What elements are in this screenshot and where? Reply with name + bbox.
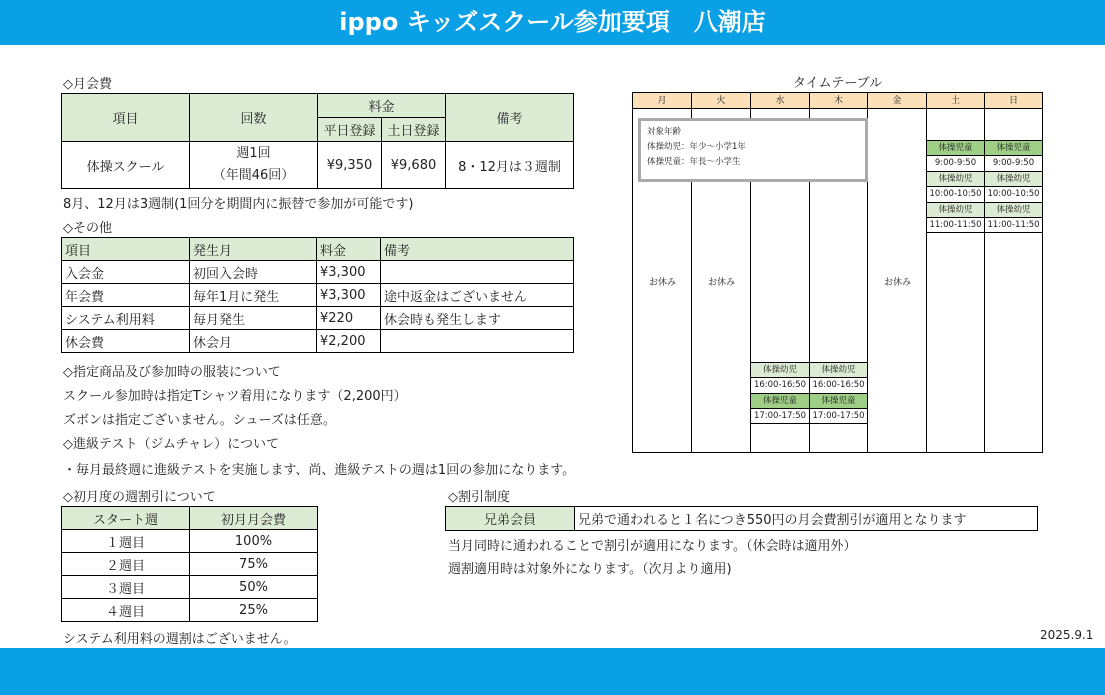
document-date: 2025.9.1 xyxy=(1040,628,1094,642)
slot-label: 体操幼児 xyxy=(985,202,1042,217)
discount-title: ◇割引制度 xyxy=(448,490,510,505)
discount-line2: 週割適用時は対象外になります。（次月より適用) xyxy=(448,562,732,577)
cell: 休会月 xyxy=(190,330,317,353)
cell: システム利用料 xyxy=(62,307,190,330)
discount-label: 兄弟会員 xyxy=(446,507,575,531)
other-header: 料金 xyxy=(317,238,381,261)
header-count: 回数 xyxy=(190,94,318,142)
cell: ¥2,200 xyxy=(317,330,381,353)
cell: ¥3,300 xyxy=(317,284,381,307)
day-header: 木 xyxy=(810,93,868,109)
slot-time: 10:00-10:50 xyxy=(927,186,984,201)
day-header: 火 xyxy=(692,93,751,109)
slot-label: 体操幼児 xyxy=(751,362,809,377)
cell: ３週目 xyxy=(62,576,190,599)
discount-line1: 当月同時に通われることで割引が適用になります。（休会時は適用外） xyxy=(448,539,857,554)
rest-label: お休み xyxy=(707,278,735,288)
header-fee: 料金 xyxy=(318,94,446,118)
slot-label: 体操児童 xyxy=(927,140,984,155)
day-header: 土 xyxy=(927,93,985,109)
slot-label: 体操児童 xyxy=(985,140,1042,155)
other-header: 備考 xyxy=(381,238,574,261)
day-header: 水 xyxy=(751,93,810,109)
slot-time: 9:00-9:50 xyxy=(985,155,1042,170)
page-footer xyxy=(0,648,1105,695)
first-month-header: 初月月会費 xyxy=(190,507,318,530)
monthly-section-title: ◇月会費 xyxy=(63,77,112,92)
table-row xyxy=(62,284,574,307)
test-line1: ・毎月最終週に進級テストを実施します、尚、進級テストの週は1回の参加になります。 xyxy=(63,463,576,478)
day-header: 日 xyxy=(985,93,1042,109)
header-item: 項目 xyxy=(62,94,190,142)
cell: ４週目 xyxy=(62,599,190,622)
slot-time: 16:00-16:50 xyxy=(751,377,809,392)
first-month-note: システム利用料の週割はございません。 xyxy=(63,632,297,647)
other-section-title: ◇その他 xyxy=(63,221,112,236)
slot-label: 体操幼児 xyxy=(810,362,867,377)
cell: 入会金 xyxy=(62,261,190,284)
first-month-title: ◇初月度の週割引について xyxy=(63,490,216,505)
day-header: 金 xyxy=(868,93,927,109)
cell: 75% xyxy=(190,553,318,576)
age-line2: 体操児童：年長～小学生 xyxy=(647,157,741,167)
goods-line1: スクール参加時は指定Tシャツ着用になります（2,200円） xyxy=(63,389,407,404)
cell: 100% xyxy=(190,530,318,553)
cell: 50% xyxy=(190,576,318,599)
goods-line2: ズボンは指定ございません。シューズは任意。 xyxy=(63,413,336,428)
slot-time: 17:00-17:50 xyxy=(810,408,867,424)
cell: 途中返金はございません xyxy=(381,284,574,307)
cell: ¥220 xyxy=(317,307,381,330)
table-row xyxy=(62,330,574,353)
day-column-sat xyxy=(927,109,985,452)
cell: １週目 xyxy=(62,530,190,553)
table-row xyxy=(62,553,318,576)
cell: 毎年1月に発生 xyxy=(190,284,317,307)
other-header: 発生月 xyxy=(190,238,317,261)
page-title: ippo キッズスクール参加要項 八潮店 xyxy=(339,8,766,36)
header-weekend: 土日登録 xyxy=(382,118,446,142)
row-count-line1: 週1回 xyxy=(236,146,271,161)
row-weekday: ¥9,350 xyxy=(318,142,382,189)
age-info-box xyxy=(638,118,868,182)
cell: 年会費 xyxy=(62,284,190,307)
row-note: 8・12月は３週制 xyxy=(446,142,574,189)
day-column-fri xyxy=(868,109,927,452)
rest-label: お休み xyxy=(648,278,676,288)
cell xyxy=(381,330,574,353)
other-header: 項目 xyxy=(62,238,190,261)
table-row xyxy=(62,599,318,622)
first-month-table xyxy=(61,506,318,622)
cell: 25% xyxy=(190,599,318,622)
table-row xyxy=(62,261,574,284)
header-note: 備考 xyxy=(446,94,574,142)
cell: ２週目 xyxy=(62,553,190,576)
slot-label: 体操幼児 xyxy=(927,202,984,217)
monthly-fee-table xyxy=(61,93,574,189)
slot-label: 体操幼児 xyxy=(985,171,1042,186)
monthly-note: 8月、12月は3週制(1回分を期間内に振替で参加が可能です) xyxy=(63,197,414,212)
header-weekday: 平日登録 xyxy=(318,118,382,142)
row-item: 体操スクール xyxy=(62,142,190,189)
slot-label: 体操児童 xyxy=(751,393,809,408)
timetable-title: タイムテーブル xyxy=(792,76,883,91)
cell: 初回入会時 xyxy=(190,261,317,284)
day-column-sun xyxy=(985,109,1042,452)
age-line1: 体操幼児：年少～小学1年 xyxy=(647,142,746,152)
cell: 毎月発生 xyxy=(190,307,317,330)
test-title: ◇進級テスト（ジムチャレ）について xyxy=(63,437,280,452)
table-row xyxy=(62,307,574,330)
cell: ¥3,300 xyxy=(317,261,381,284)
goods-title: ◇指定商品及び参加時の服装について xyxy=(63,365,281,380)
other-fee-table xyxy=(61,237,574,353)
slot-label: 体操児童 xyxy=(810,393,867,408)
row-weekend: ¥9,680 xyxy=(382,142,446,189)
rest-label: お休み xyxy=(883,278,911,288)
cell xyxy=(381,261,574,284)
cell: 休会時も発生します xyxy=(381,307,574,330)
row-count-line2: （年間46回） xyxy=(212,168,295,183)
slot-time: 11:00-11:50 xyxy=(985,217,1042,233)
row-count xyxy=(190,142,318,189)
slot-time: 11:00-11:50 xyxy=(927,217,984,233)
table-row xyxy=(62,576,318,599)
slot-time: 17:00-17:50 xyxy=(751,408,809,424)
day-header: 月 xyxy=(633,93,692,109)
slot-time: 9:00-9:50 xyxy=(927,155,984,170)
slot-time: 16:00-16:50 xyxy=(810,377,867,392)
page-header xyxy=(0,0,1105,45)
discount-table xyxy=(445,506,1038,531)
table-row xyxy=(62,530,318,553)
first-month-header: スタート週 xyxy=(62,507,190,530)
slot-time: 10:00-10:50 xyxy=(985,186,1042,201)
cell: 休会費 xyxy=(62,330,190,353)
slot-label: 体操幼児 xyxy=(927,171,984,186)
age-title: 対象年齢 xyxy=(647,127,682,137)
discount-desc: 兄弟で通われると１名につき550円の月会費割引が適用となります xyxy=(575,507,1038,531)
